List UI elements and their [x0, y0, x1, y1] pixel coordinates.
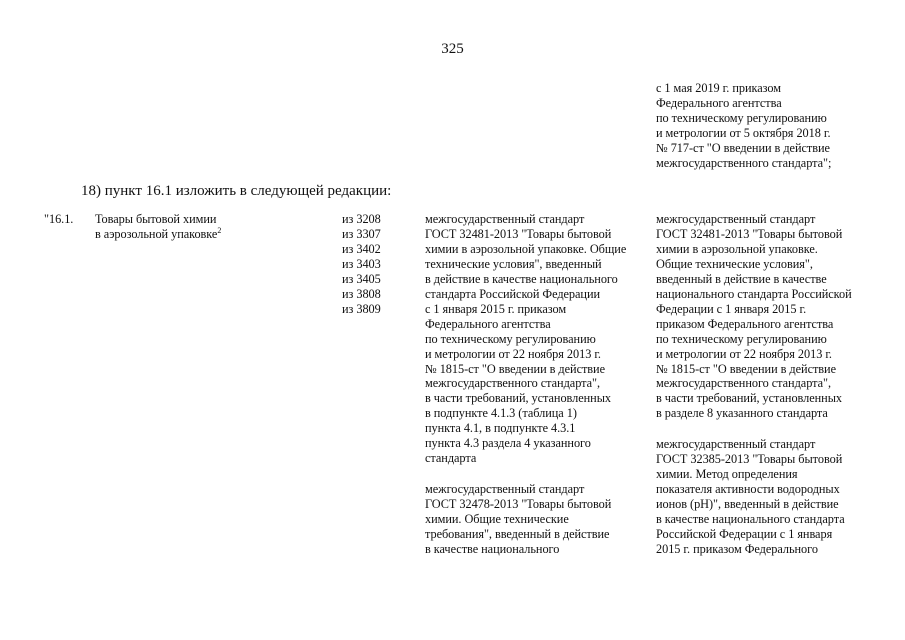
product-name [95, 212, 221, 242]
page-number: 325 [441, 41, 464, 57]
product-name-text: Товары бытовой химии в аэрозольной упаковке [95, 212, 218, 241]
top-continuation-text: с 1 мая 2019 г. приказом Федерального агентства по техническому регулированию и метрологии от 5 октября 2018 г. № 717-ст "О введении в действие межгосударственного стандарта"; [656, 81, 832, 170]
row-number: "16.1. [44, 212, 74, 226]
section-heading: 18) пункт 16.1 изложить в следующей редакции: [81, 183, 392, 199]
standard-requirements-entry-1: межгосударственный стандарт ГОСТ 32481-2013 "Товары бытовой химии в аэрозольной упаковке. Общие технические условия", введенный в действие в качестве национального стандарта Российской Федерации с 1 января 2015 г. приказом Федерального агентства по техническому регулированию и метрологии от 22 ноября 2013 г. № 1815-ст "О введении в действие межгосударственного стандарта", в части требований, установленных в подпункте 4.1.3 (таблица 1) пункта 4.1, в подпункте 4.3.1 пункта 4.3 раздела 4 указанного стандарта [425, 212, 627, 466]
tn-ved-codes: из 3208 из 3307 из 3402 из 3403 из 3405 из 3808 из 3809 [342, 212, 381, 316]
standard-methods-entry-1: межгосударственный стандарт ГОСТ 32481-2013 "Товары бытовой химии в аэрозольной упаковке. Общие технические условия", введенный в действие в качестве национального стандарта Российской Федерации с 1 января 2015 г. приказом Федерального агентства по техническому регулированию и метрологии от 22 ноября 2013 г. № 1815-ст "О введении в действие межгосударственного стандарта", в части требований, установленных в разделе 8 указанного стандарта [656, 212, 852, 421]
standard-methods-entry-2: межгосударственный стандарт ГОСТ 32385-2013 "Товары бытовой химии. Метод определения показателя активности водородных ионов (pH)", введенный в действие в качестве национального стандарта Российской Федерации с 1 января 2015 г. приказом Федерального [656, 437, 845, 556]
footnote-mark: 2 [217, 225, 222, 235]
standard-requirements-entry-2: межгосударственный стандарт ГОСТ 32478-2013 "Товары бытовой химии. Общие технические требования", введенный в действие в качестве национального [425, 482, 612, 556]
